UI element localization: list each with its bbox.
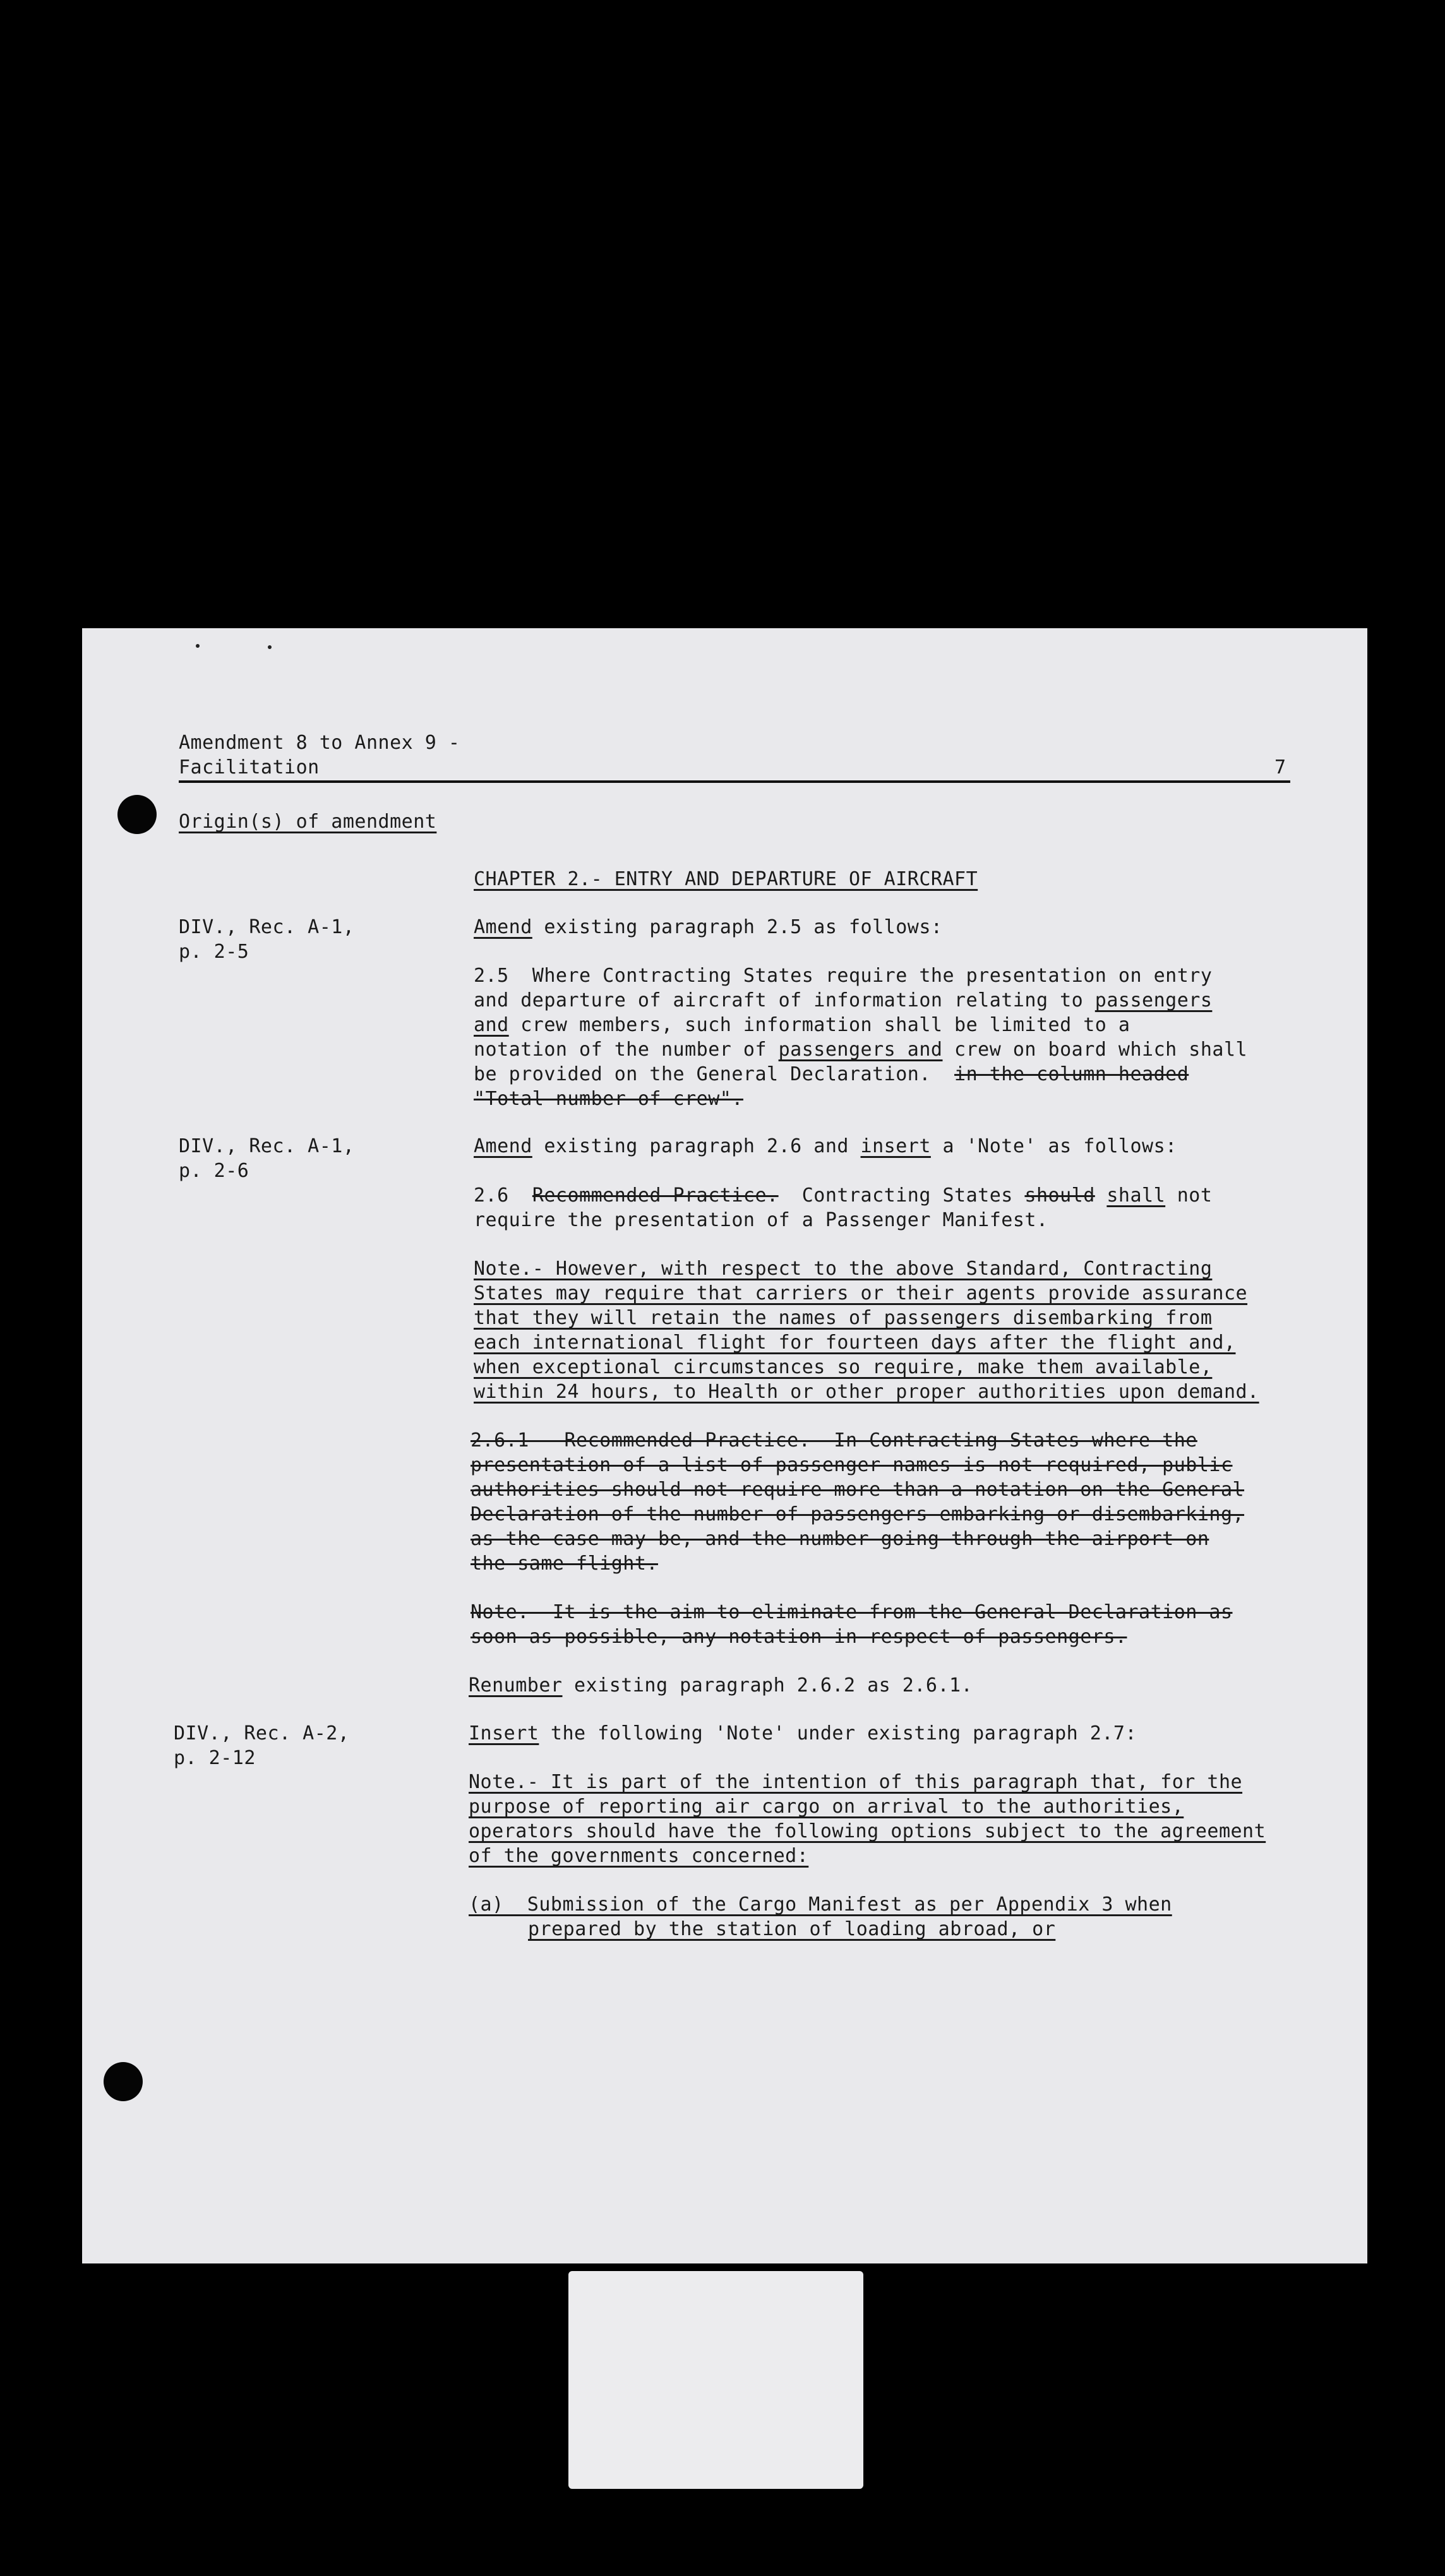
text: not [1165, 1184, 1213, 1207]
text: Contracting States [778, 1184, 1025, 1207]
inserted-text: shall [1106, 1184, 1166, 1207]
note-line: States may require that carriers or their agents provide assurance [474, 1282, 1248, 1304]
binder-hole-top [117, 795, 157, 834]
deleted-text: in the column headed [954, 1063, 1189, 1085]
ref-s3-line2: p. 2-12 [174, 1747, 256, 1769]
para-2-5-line3 [474, 1013, 1130, 1037]
note-line: each international flight for fourteen days after the flight and, [474, 1332, 1236, 1354]
header-line-2: Facilitation [179, 756, 320, 778]
note-line: of the governments concerned: [469, 1845, 809, 1867]
list-item-a-line2: prepared by the station of loading abroad, or [528, 1918, 1056, 1940]
note-line: within 24 hours, to Health or other proper authorities upon demand. [474, 1381, 1259, 1403]
deleted-line: as the case may be, and the number going through the airport on [471, 1528, 1209, 1550]
inserted-text: passengers and [778, 1039, 943, 1061]
note-line: purpose of reporting air cargo on arrival to the authorities, [469, 1796, 1184, 1818]
renumber-instruction [469, 1673, 973, 1698]
ref-s3-line1: DIV., Rec. A-2, [174, 1722, 350, 1744]
para-2-6-line2: require the presentation of a Passenger Manifest. [474, 1209, 1048, 1231]
instr-text: existing paragraph 2.6.2 as 2.6.1. [562, 1674, 973, 1696]
deleted-line: Declaration of the number of passengers embarking or disembarking, [471, 1503, 1245, 1525]
para-2-5-line4 [474, 1037, 1247, 1062]
instr-verb: Amend [474, 916, 532, 938]
deleted-line: 2.6.1 Recommended Practice. In Contracting States where the [471, 1429, 1197, 1452]
deleted-line: presentation of a list of passenger names is not required, public [471, 1454, 1233, 1476]
instruction-s1 [474, 915, 942, 939]
origin-heading: Origin(s) of amendment [179, 811, 437, 833]
deleted-note-line: soon as possible, any notation in respect of passengers. [471, 1626, 1127, 1648]
ref-s1-line1: DIV., Rec. A-1, [179, 916, 355, 938]
speck [268, 645, 272, 649]
para-2-6-line1 [474, 1183, 1212, 1208]
para-2-5-line6: "Total number of crew". [474, 1088, 743, 1110]
deleted-text: Recommended Practice. [532, 1184, 779, 1207]
ref-s2-line2: p. 2-6 [179, 1160, 249, 1182]
text: and departure of aircraft of information relating to [474, 989, 1095, 1011]
text: crew on board which shall [942, 1039, 1248, 1061]
binder-hole-bottom [104, 2062, 143, 2101]
instr-verb: Amend [474, 1135, 532, 1157]
instr-text: a 'Note' as follows: [930, 1135, 1177, 1157]
instruction-s3 [469, 1721, 1137, 1746]
inserted-text: passengers [1094, 989, 1213, 1011]
deleted-line: the same flight. [471, 1553, 658, 1575]
page-number: 7 [1274, 756, 1286, 778]
instr-verb: Insert [469, 1722, 539, 1744]
header-line-1: Amendment 8 to Annex 9 - [179, 732, 460, 754]
note-line: operators should have the following options subject to the agreement [469, 1820, 1266, 1842]
para-2-5-line5 [474, 1062, 1189, 1087]
deleted-note-line: Note. It is the aim to eliminate from the General Declaration as [471, 1601, 1233, 1623]
list-item-a-line1: (a) Submission of the Cargo Manifest as per Appendix 3 when [469, 1893, 1172, 1916]
note-line: that they will retain the names of passengers disembarking from [474, 1307, 1213, 1329]
text: be provided on the General Declaration. [474, 1063, 955, 1085]
note-line: Note.- It is part of the intention of this paragraph that, for the [469, 1771, 1243, 1793]
instr-verb: Renumber [469, 1674, 563, 1696]
header-rule [179, 780, 1290, 783]
instr-insert: insert [860, 1135, 931, 1157]
instruction-s2 [474, 1134, 1177, 1159]
text [1095, 1184, 1107, 1207]
inserted-text: and [474, 1014, 509, 1036]
text: notation of the number of [474, 1039, 779, 1061]
chapter-title: CHAPTER 2.- ENTRY AND DEPARTURE OF AIRCRAFT [474, 868, 978, 890]
speck [196, 644, 200, 648]
deleted-line: authorities should not require more than a notation on the General [471, 1479, 1245, 1501]
ref-s1-line2: p. 2-5 [179, 941, 249, 963]
instr-text: existing paragraph 2.6 and [532, 1135, 861, 1157]
para-2-5-line2 [474, 988, 1212, 1013]
text: crew members, such information shall be limited to a [508, 1014, 1130, 1036]
instr-text: existing paragraph 2.5 as follows: [532, 916, 943, 938]
deleted-text: should [1024, 1184, 1095, 1207]
paper-slip [568, 2271, 863, 2489]
ref-s2-line1: DIV., Rec. A-1, [179, 1135, 355, 1157]
text: 2.6 [474, 1184, 532, 1207]
note-line: Note.- However, with respect to the above Standard, Contracting [474, 1258, 1213, 1280]
instr-text: the following 'Note' under existing paragraph 2.7: [539, 1722, 1137, 1744]
para-2-5-line1: 2.5 Where Contracting States require the presentation on entry [474, 965, 1213, 987]
note-line: when exceptional circumstances so require, make them available, [474, 1356, 1213, 1378]
